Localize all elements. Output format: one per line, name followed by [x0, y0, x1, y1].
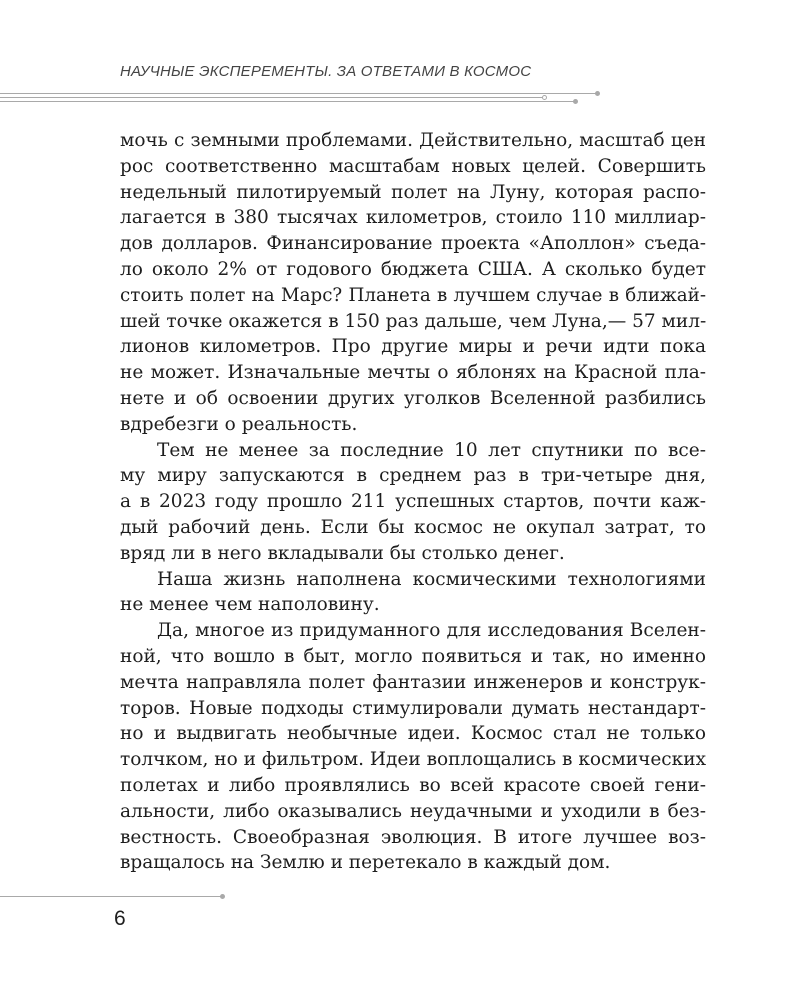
- text-line: недельный пилотируемый полет на Луну, которая распо-: [120, 181, 706, 203]
- text-line: альности, либо оказывались неудачными и уходили в без-: [120, 800, 706, 822]
- text-line: дов долларов. Финансирование проекта «Аполлон» съеда-: [120, 233, 706, 255]
- text-line: лионов километров. Про другие миры и речи идти пока: [120, 336, 706, 358]
- header-rule-end-dot: [595, 91, 600, 96]
- footer-rule-end-dot: [220, 894, 225, 899]
- running-header: НАУЧНЫЕ ЭКСПЕРЕМЕНТЫ. ЗА ОТВЕТАМИ В КОСМОС: [120, 63, 532, 80]
- text-line: торов. Новые подходы стимулировали думать нестандарт-: [120, 697, 706, 719]
- text-line: не менее чем наполовину.: [120, 594, 380, 616]
- text-line: вдребезги о реальность.: [120, 413, 358, 435]
- header-rule-end-circle: [542, 95, 547, 100]
- text-line: но и выдвигать необычные идеи. Космос стал не только: [120, 723, 706, 745]
- text-line: му миру запускаются в среднем раз в три-четыре дня,: [120, 465, 706, 487]
- page-number: 6: [114, 907, 126, 930]
- text-line: стоить полет на Марс? Планета в лучшем случае в ближай-: [120, 284, 706, 306]
- text-line: вряд ли в него вкладывали бы столько денег.: [120, 542, 565, 564]
- text-line: Тем не менее за последние 10 лет спутники по все-: [157, 439, 706, 461]
- footer-rule: [0, 896, 222, 897]
- header-rule-bottom: [0, 101, 575, 102]
- text-line: рос соответственно масштабам новых целей. Совершить: [120, 155, 706, 177]
- text-line: мочь с земными проблемами. Действительно, масштаб цен: [120, 130, 706, 151]
- text-line: ной, что вошло в быт, могло появиться и так, но именно: [120, 645, 706, 667]
- text-line: толчком, но и фильтром. Идеи воплощались в космических: [120, 749, 706, 771]
- text-line: дый рабочий день. Если бы космос не окупал затрат, то: [120, 516, 706, 538]
- text-line: не может. Изначальные мечты о яблонях на Красной пла-: [120, 362, 706, 384]
- text-line: Да, многое из придуманного для исследования Вселен-: [157, 620, 706, 642]
- text-line: вращалось на Землю и перетекало в каждый дом.: [120, 852, 611, 874]
- header-rule-top: [0, 93, 597, 94]
- text-line: Наша жизнь наполнена космическими технологиями: [157, 568, 706, 590]
- text-line: лагается в 380 тысячах километров, стоило 110 миллиар-: [120, 207, 706, 229]
- header-rule-middle: [0, 97, 545, 98]
- text-line: вестность. Своеобразная эволюция. В итоге лучшее воз-: [120, 826, 706, 848]
- text-line: мечта направляла полет фантазии инженеров и конструк-: [120, 671, 706, 693]
- text-line: нете и об освоении других уголков Вселенной разбились: [120, 387, 706, 409]
- header-rule-end-dot-2: [573, 99, 578, 104]
- text-line: а в 2023 году прошло 211 успешных стартов, почти каж-: [120, 491, 706, 513]
- text-line: ло около 2% от годового бюджета США. А сколько будет: [120, 258, 706, 280]
- body-text: [120, 128, 706, 876]
- text-line: шей точке окажется в 150 раз дальше, чем Луна,— 57 мил-: [120, 310, 706, 332]
- text-line: полетах и либо проявлялись во всей красоте своей гени-: [120, 774, 706, 796]
